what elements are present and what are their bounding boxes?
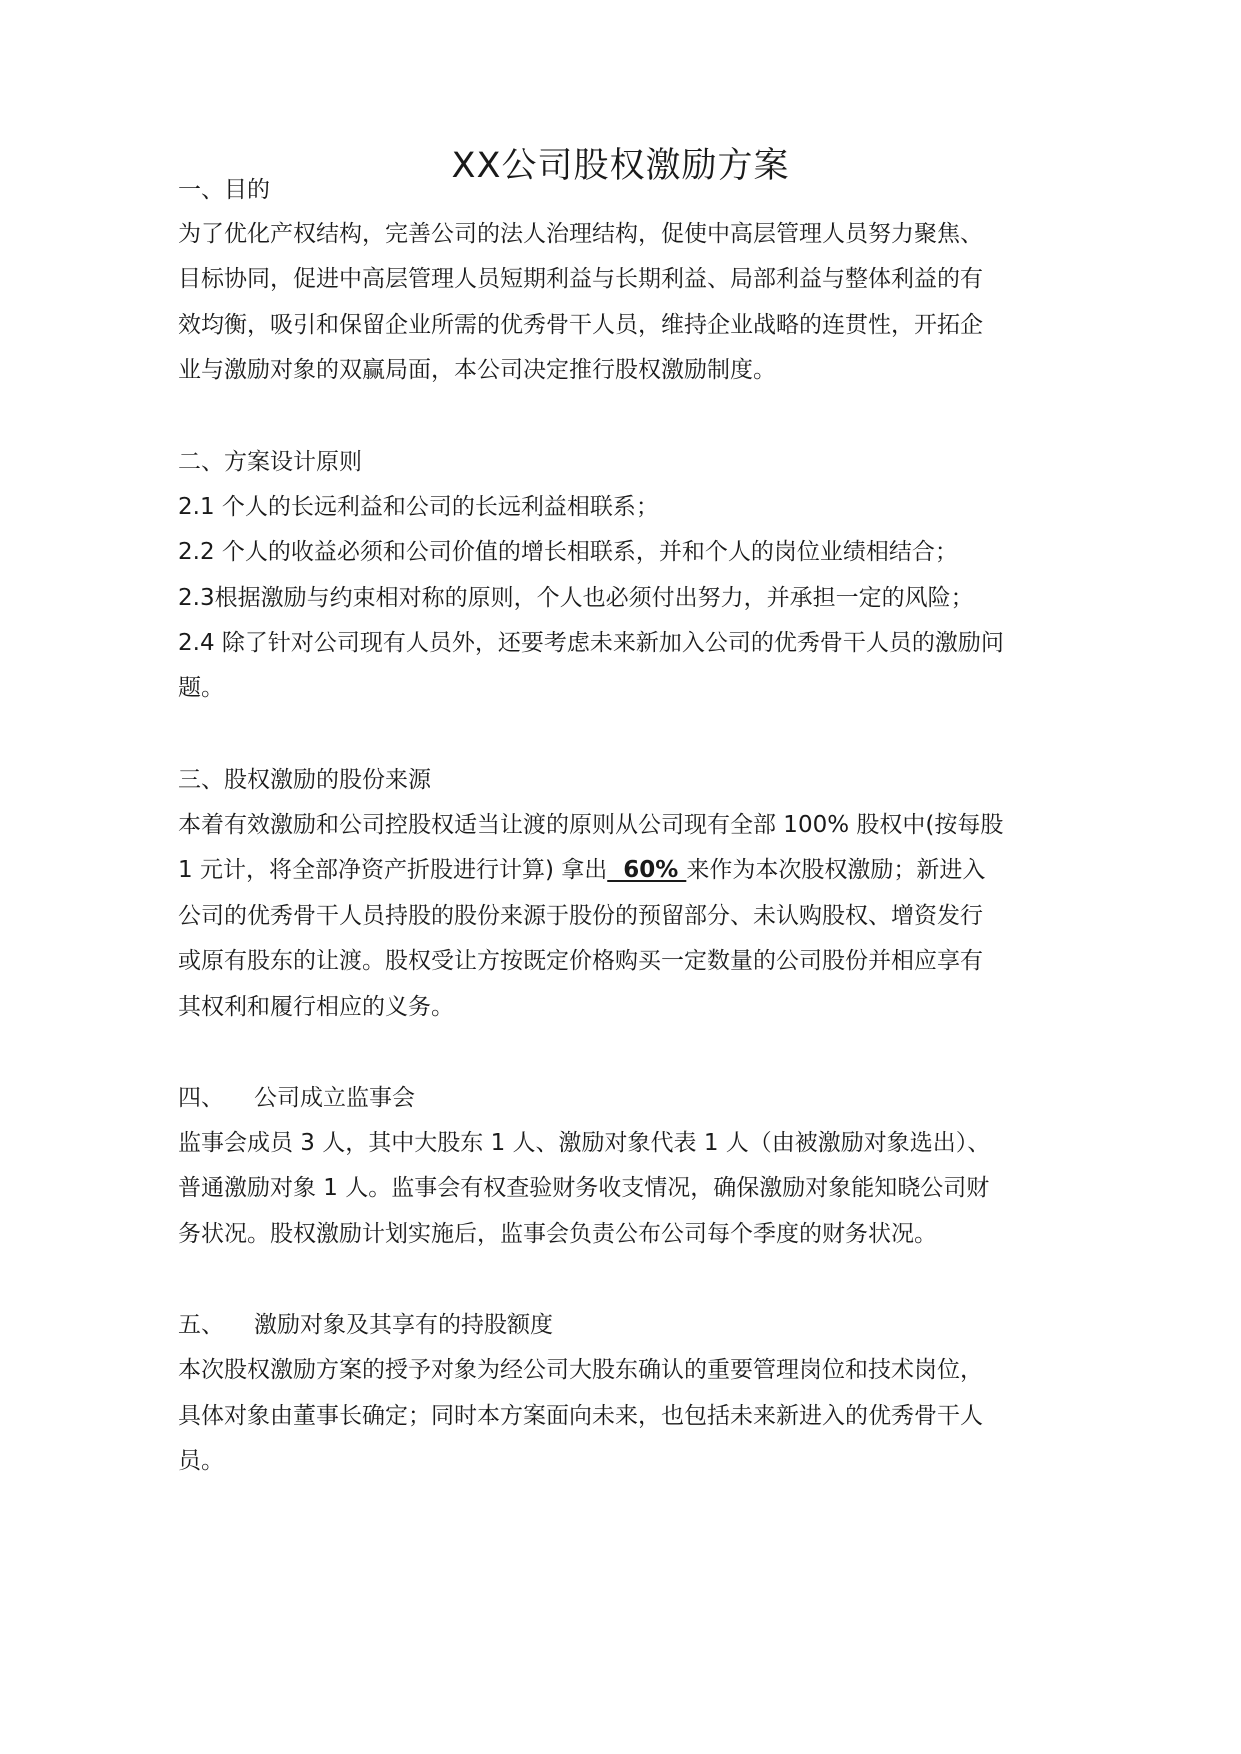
section-3-line-5: 其权利和履行相应的义务。 bbox=[178, 994, 454, 1020]
section-1-line-1: 为了优化产权结构，完善公司的法人治理结构，促使中高层管理人员努力聚焦、 bbox=[178, 221, 983, 247]
section-1-line-4: 业与激励对象的双赢局面，本公司决定推行股权激励制度。 bbox=[178, 357, 776, 383]
section-2-heading: 二、方案设计原则 bbox=[178, 449, 362, 475]
section-3-line-4: 或原有股东的让渡。股权受让方按既定价格购买一定数量的公司股份并相应享有 bbox=[178, 948, 983, 974]
section-3-line-3: 公司的优秀骨干人员持股的股份来源于股份的预留部分、未认购股权、增资发行 bbox=[178, 903, 983, 929]
section-3-line-2-before: 1 元计，将全部净资产折股进行计算) 拿出 bbox=[178, 857, 608, 883]
section-2-line-3: 2.3根据激励与约束相对称的原则，个人也必须付出努力，并承担一定的风险； bbox=[178, 585, 974, 611]
section-5-heading-number: 五、 bbox=[178, 1312, 224, 1338]
section-2-line-5: 题。 bbox=[178, 675, 224, 701]
section-1-heading: 一、目的 bbox=[178, 177, 270, 203]
section-5-heading bbox=[178, 1310, 553, 1340]
section-2-line-4: 2.4 除了针对公司现有人员外，还要考虑未来新加入公司的优秀骨干人员的激励问 bbox=[178, 630, 1004, 656]
section-4-heading-number: 四、 bbox=[178, 1085, 224, 1111]
section-4-heading-text: 公司成立监事会 bbox=[254, 1085, 415, 1111]
section-2-line-2: 2.2 个人的收益必须和公司价值的增长相联系，并和个人的岗位业绩相结合； bbox=[178, 539, 958, 565]
section-4-heading bbox=[178, 1083, 415, 1113]
section-1-line-3: 效均衡，吸引和保留企业所需的优秀骨干人员，维持企业战略的连贯性，开拓企 bbox=[178, 312, 983, 338]
section-2-line-1: 2.1 个人的长远利益和公司的长远利益相联系； bbox=[178, 494, 659, 520]
section-3-heading: 三、股权激励的股份来源 bbox=[178, 767, 431, 793]
section-5-line-1: 本次股权激励方案的授予对象为经公司大股东确认的重要管理岗位和技术岗位， bbox=[178, 1357, 983, 1383]
section-3-line-2-after: 来作为本次股权激励；新进入 bbox=[686, 857, 986, 883]
section-3-line-2 bbox=[178, 855, 985, 885]
document-title: XX公司股权激励方案 bbox=[451, 146, 790, 186]
equity-percentage-value: 60% bbox=[607, 857, 687, 883]
section-4-line-2: 普通激励对象 1 人。监事会有权查验财务收支情况，确保激励对象能知晓公司财 bbox=[178, 1175, 990, 1201]
section-4-line-3: 务状况。股权激励计划实施后，监事会负责公布公司每个季度的财务状况。 bbox=[178, 1221, 937, 1247]
section-5-line-3: 员。 bbox=[178, 1448, 224, 1474]
section-3-line-1: 本着有效激励和公司控股权适当让渡的原则从公司现有全部 100% 股权中(按每股 bbox=[178, 812, 1004, 838]
section-5-line-2: 具体对象由董事长确定；同时本方案面向未来，也包括未来新进入的优秀骨干人 bbox=[178, 1403, 983, 1429]
section-5-heading-text: 激励对象及其享有的持股额度 bbox=[254, 1312, 553, 1338]
section-1-line-2: 目标协同，促进中高层管理人员短期利益与长期利益、局部利益与整体利益的有 bbox=[178, 266, 983, 292]
section-4-line-1: 监事会成员 3 人，其中大股东 1 人、激励对象代表 1 人（由被激励对象选出）、 bbox=[178, 1130, 991, 1156]
